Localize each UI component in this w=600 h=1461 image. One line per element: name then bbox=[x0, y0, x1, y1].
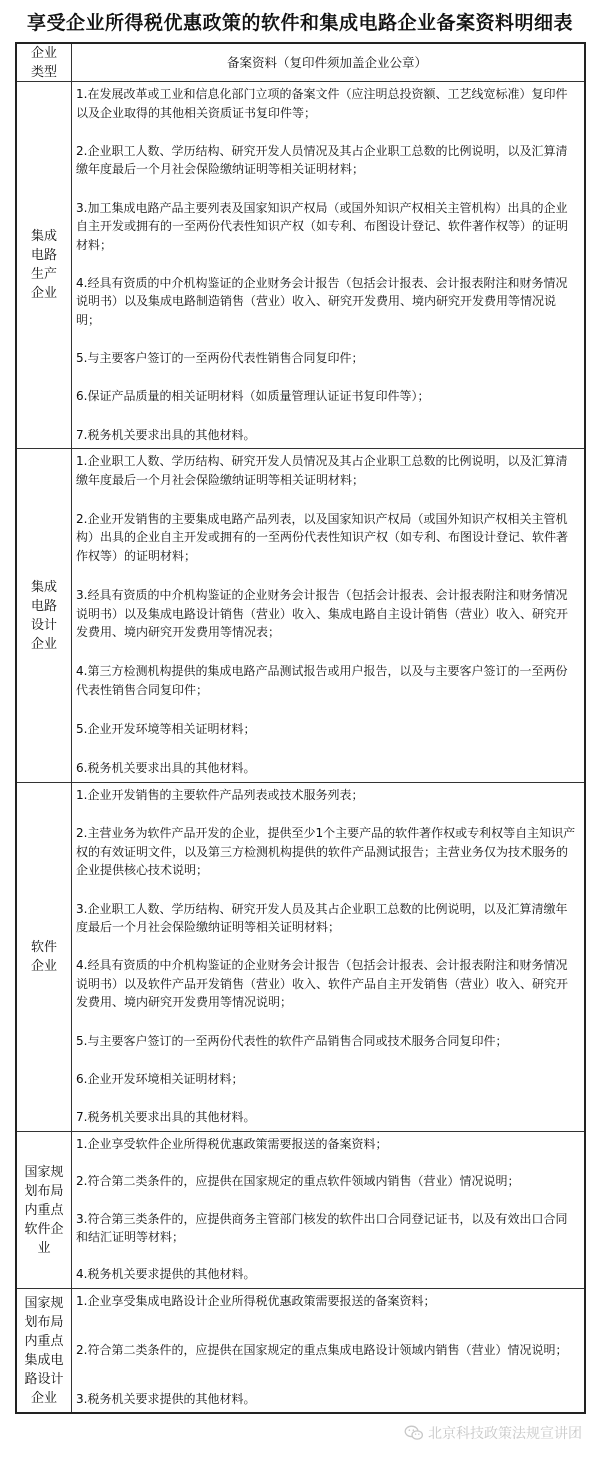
filing-materials-table bbox=[15, 42, 586, 1414]
table-row bbox=[17, 782, 584, 1131]
watermark bbox=[404, 1423, 582, 1443]
table-row bbox=[17, 81, 584, 448]
materials-cell bbox=[72, 1132, 584, 1288]
material-item: 4.税务机关要求提供的其他材料。 bbox=[76, 1267, 256, 1282]
material-item: 5.与主要客户签订的一至两份代表性销售合同复印件； bbox=[76, 351, 364, 365]
header-type-label: 企业类型 bbox=[30, 45, 57, 80]
enterprise-type-cell bbox=[17, 1132, 72, 1288]
enterprise-type-label: 软件 企业 bbox=[30, 940, 57, 974]
enterprise-type-cell bbox=[17, 449, 72, 782]
material-item: 1.企业开发销售的主要软件产品列表或技术服务列表； bbox=[76, 788, 364, 802]
materials-cell bbox=[72, 783, 584, 1131]
header-docs-label: 备案资料（复印件须加盖企业公章） bbox=[226, 55, 427, 70]
material-item: 2.符合第二类条件的，应提供在国家规定的重点软件领域内销售（营业）情况说明； bbox=[76, 1174, 520, 1189]
header-filing-materials bbox=[72, 44, 584, 81]
material-item: 3.税务机关要求提供的其他材料。 bbox=[76, 1391, 256, 1406]
material-item: 4.经具有资质的中介机构鉴证的企业财务会计报告（包括会计报表、会计报表附注和财务情况说明书）以及集成电路制造销售（营业）收入、研究开发费用、境内研究开发费用等情况说明； bbox=[76, 275, 568, 327]
materials-cell bbox=[72, 1289, 584, 1412]
material-item: 2.企业开发销售的主要集成电路产品列表，以及国家知识产权局（或国外知识产权相关主管机构）出具的企业自主开发或拥有的一至两份代表性知识产权（如专利、布图设计登记、软件著作权等）的证明材料； bbox=[76, 511, 569, 563]
material-item: 6.企业开发环境相关证明材料； bbox=[76, 1072, 244, 1087]
table-header-row bbox=[17, 44, 584, 81]
material-item: 6.保证产品质量的相关证明材料（如质量管理认证证书复印件等）； bbox=[76, 389, 430, 404]
materials-cell bbox=[72, 449, 584, 782]
material-item: 5.与主要客户签订的一至两份代表性的软件产品销售合同或技术服务合同复印件； bbox=[76, 1033, 508, 1048]
enterprise-type-cell bbox=[17, 1289, 72, 1412]
material-item: 4.经具有资质的中介机构鉴证的企业财务会计报告（包括会计报表、会计报表附注和财务情况说明书）以及软件产品开发销售（营业）收入、软件产品自主开发销售（营业）收入、研究开发费用、境内研究开发费用等情况说明； bbox=[76, 958, 569, 1010]
enterprise-type-label: 国家规 划布局 内重点 软件企 业 bbox=[24, 1164, 64, 1256]
material-item: 5.企业开发环境等相关证明材料； bbox=[76, 722, 256, 737]
material-item: 7.税务机关要求出具的其他材料。 bbox=[76, 1110, 256, 1125]
material-item: 6.税务机关要求出具的其他材料。 bbox=[76, 761, 256, 776]
material-item: 2.主营业务为软件产品开发的企业，提供至少1个主要产品的软件著作权或专利权等自主知识产权的有效证明文件，以及第三方检测机构提供的软件产品测试报告；主营业务仅为技术服务的企业提供核心技术说明； bbox=[76, 826, 576, 878]
enterprise-type-label: 国家规 划布局 内重点 集成电 路设计 企业 bbox=[24, 1295, 64, 1406]
enterprise-type-label: 集成 电路 设计 企业 bbox=[30, 579, 57, 652]
material-item: 1.企业享受集成电路设计企业所得税优惠政策需要报送的备案资料； bbox=[76, 1294, 436, 1308]
material-item: 1.在发展改革或工业和信息化部门立项的备案文件（应注明总投资额、工艺线宽标准）复印件以及企业取得的其他相关资质证书复印件等； bbox=[76, 87, 568, 120]
table-row bbox=[17, 1288, 584, 1412]
material-item: 2.符合第二类条件的，应提供在国家规定的重点集成电路设计领域内销售（营业）情况说明； bbox=[76, 1342, 568, 1357]
material-item: 4.第三方检测机构提供的集成电路产品测试报告或用户报告，以及与主要客户签订的一至两份代表性销售合同复印件； bbox=[76, 664, 568, 697]
material-item: 3.经具有资质的中介机构鉴证的企业财务会计报告（包括会计报表、会计报表附注和财务情况说明书）以及集成电路设计销售（营业）收入、集成电路自主设计销售（营业）收入、研究开发费用、境内研究开发费用等情况表； bbox=[76, 588, 569, 640]
page-title: 享受企业所得税优惠政策的软件和集成电路企业备案资料明细表 bbox=[26, 12, 573, 34]
table-row bbox=[17, 448, 584, 782]
table-row bbox=[17, 1131, 584, 1288]
material-item: 1.企业享受软件企业所得税优惠政策需要报送的备案资料； bbox=[76, 1137, 388, 1151]
material-item: 7.税务机关要求出具的其他材料。 bbox=[76, 427, 256, 442]
enterprise-type-cell bbox=[17, 82, 72, 448]
material-item: 3.企业职工人数、学历结构、研究开发人员及其占企业职工总数的比例说明，以及汇算清缴年度最后一个月社会保险缴纳证明等相关证明材料； bbox=[76, 901, 568, 935]
material-item: 3.符合第三类条件的，应提供商务主管部门核发的软件出口合同登记证书，以及有效出口合同和结汇证明等材料； bbox=[76, 1211, 568, 1245]
enterprise-type-label: 集成 电路 生产 企业 bbox=[30, 229, 57, 301]
material-item: 3.加工集成电路产品主要列表及国家知识产权局（或国外知识产权相关主管机构）出具的企业自主开发或拥有的一至两份代表性知识产权（如专利、布图设计登记、软件著作权等）的证明材料； bbox=[76, 200, 569, 252]
enterprise-type-cell bbox=[17, 783, 72, 1131]
wechat-icon bbox=[404, 1425, 424, 1441]
watermark-text: 北京科技政策法规宣讲团 bbox=[428, 1426, 582, 1442]
material-item: 2.企业职工人数、学历结构、研究开发人员情况及其占企业职工总数的比例说明，以及汇算清缴年度最后一个月社会保险缴纳证明等相关证明材料； bbox=[76, 143, 568, 177]
header-enterprise-type bbox=[17, 44, 72, 81]
materials-cell bbox=[72, 82, 584, 448]
material-item: 1.企业职工人数、学历结构、研究开发人员情况及其占企业职工总数的比例说明，以及汇算清缴年度最后一个月社会保险缴纳证明等相关证明材料； bbox=[76, 454, 568, 487]
